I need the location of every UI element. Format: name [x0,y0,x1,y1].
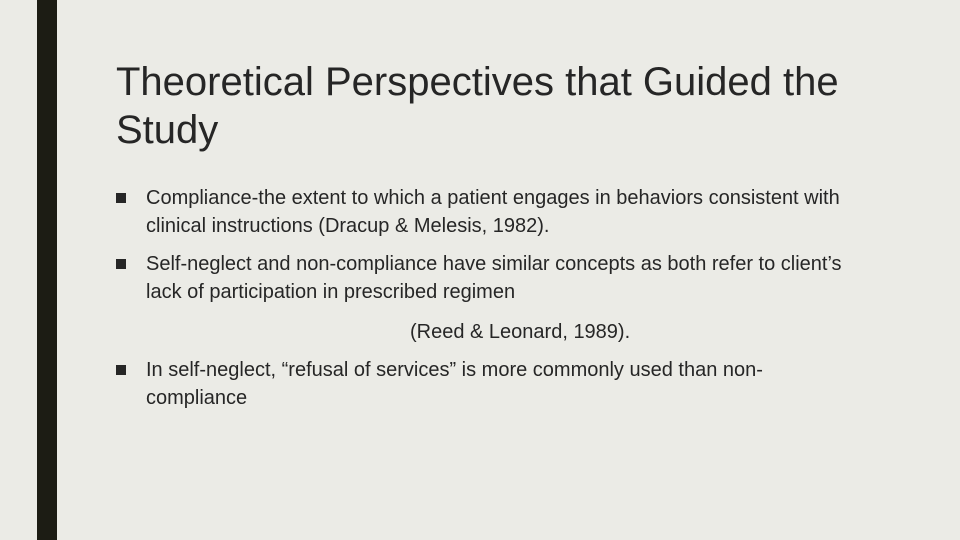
bullet-item-self-neglect [116,250,856,346]
bullet-text: Compliance-the extent to which a patient engages in behaviors consistent with clinical instructions (Dracup & Melesis, 1982). [146,187,840,237]
square-bullet-icon [116,259,126,269]
bullet-item-compliance [116,184,856,240]
square-bullet-icon [116,193,126,203]
bullet-text: In self-neglect, “refusal of services” is more commonly used than non-compliance [146,359,763,409]
bullet-text: Self-neglect and non-compliance have similar concepts as both refer to client’s lack of participation in prescribed regimen [146,253,842,303]
bullet-list [116,184,856,412]
bullet-item-refusal-of-services [116,356,856,412]
square-bullet-icon [116,365,126,375]
bullet-citation: (Reed & Leonard, 1989). [410,321,631,343]
side-accent-bar [37,0,57,540]
slide-title: Theoretical Perspectives that Guided the Study [116,60,839,152]
